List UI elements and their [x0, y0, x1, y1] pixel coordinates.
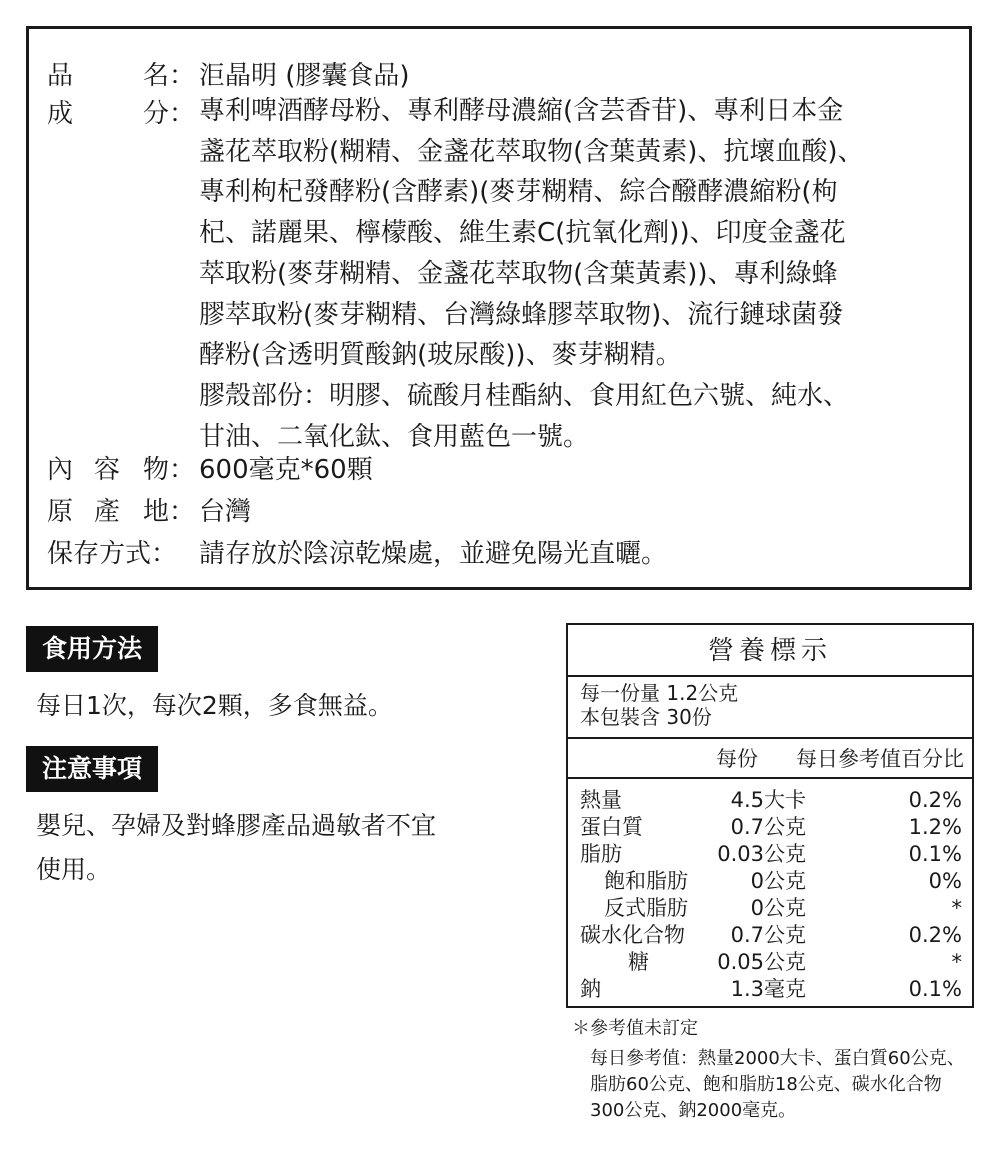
content-value: 600毫克*60顆	[199, 455, 373, 485]
ingredients-line: 萃取粉(麥芽糊精、金盞花萃取物(含葉黃素))、專利綠蜂	[199, 258, 838, 289]
ingredients-line: 盞花萃取粉(糊精、金盞花萃取物(含葉黃素)、抗壞血酸)、	[199, 136, 864, 167]
divider	[568, 675, 972, 677]
ingredients-line: 膠萃取粉(麥芽糊精、台灣綠蜂膠萃取物)、流行鏈球菌發	[199, 299, 844, 330]
caution-heading: 注意事項	[26, 746, 158, 792]
storage-value: 請存放於陰涼乾燥處，並避免陽光直曬。	[199, 539, 668, 569]
usage-text: 每日1次，每次2顆，多食無益。	[36, 691, 393, 720]
caution-line: 使用。	[36, 855, 112, 884]
column-header-daily-value: 每日參考值百分比	[796, 747, 964, 771]
nutrition-title: 營養標示	[707, 636, 832, 666]
nutrient-row-sodium: 鈉 1.3毫克 0.1%	[580, 977, 962, 1001]
daily-value-line: 每日參考值：熱量2000大卡、蛋白質60公克、	[590, 1048, 965, 1069]
nutrient-row-sugar: 糖 0.05公克 *	[628, 950, 962, 974]
servings-per-package: 本包裝含 30份	[580, 705, 712, 729]
name-value: 洰晶明 (膠囊食品)	[199, 61, 410, 91]
daily-value-line: 300公克、鈉2000毫克。	[590, 1100, 797, 1121]
ingredients-text	[199, 91, 959, 457]
footnote-not-established: ＊參考值未訂定	[572, 1018, 698, 1039]
ingredients-line: 專利啤酒酵母粉、專利酵母濃縮(含芸香苷)、專利日本金	[199, 96, 844, 126]
capsule-shell-line: 膠殼部份：明膠、硫酸月桂酯納、食用紅色六號、純水、	[199, 380, 850, 411]
nutrient-row-protein: 蛋白質 0.7公克 1.2%	[580, 815, 962, 839]
ingredients-line: 杞、諾麗果、檸檬酸、維生素C(抗氧化劑))、印度金盞花	[199, 218, 846, 249]
caution-line: 嬰兒、孕婦及對蜂膠產品過敏者不宜	[36, 811, 437, 840]
nutrient-row-saturated-fat: 飽和脂肪 0公克 0%	[604, 869, 962, 893]
nutrient-row-trans-fat: 反式脂肪 0公克 *	[604, 896, 962, 920]
divider	[568, 737, 972, 739]
daily-value-reference	[590, 1046, 965, 1124]
ingredients-line: 酵粉(含透明質酸鈉(玻尿酸))、麥芽糊精。	[199, 340, 682, 371]
daily-value-line: 脂肪60公克、飽和脂肪18公克、碳水化合物	[590, 1074, 942, 1095]
caution-text	[36, 804, 436, 892]
nutrition-facts-table	[566, 623, 974, 1008]
usage-heading: 食用方法	[26, 626, 158, 672]
column-header-per-serving: 每份	[716, 747, 758, 771]
origin-value: 台灣	[199, 497, 252, 527]
ingredients-line: 專利枸杞發酵粉(含酵素)(麥芽糊精、綜合醱酵濃縮粉(枸	[199, 177, 838, 208]
nutrient-row-fat: 脂肪 0.03公克 0.1%	[580, 842, 962, 866]
storage-label: 保存方式：	[47, 539, 178, 569]
capsule-shell-line: 甘油、二氧化鈦、食用藍色一號。	[199, 421, 590, 452]
serving-size: 每一份量 1.2公克	[580, 681, 739, 705]
nutrient-row-energy: 熱量 4.5大卡 0.2%	[580, 788, 962, 812]
nutrient-row-carbohydrate: 碳水化合物 0.7公克 0.2%	[580, 923, 962, 947]
product-spec-box: 品 名： 洰晶明 (膠囊食品) 成 分： 專利啤酒酵母粉、專利酵母濃縮(含芸香苷)、專利日本金 盞花萃取粉(糊精、金盞花萃取物(含葉黃素)、抗壞血酸)、 專利枸杞發酵粉(含酵素)(麥芽糊精、綜合醱酵濃縮粉(枸 杞、諾麗果、檸檬酸、維生素C(抗氧化劑))、印度金盞花 萃取粉(麥芽糊精、金盞花萃取物(含葉黃素))、專利綠蜂 膠萃取粉(麥芽糊精、台灣綠蜂膠萃取物)、流行鏈球菌發 酵粉(含透明質酸鈉(玻尿酸))、麥芽糊精。 膠殼部份：明膠、硫酸月桂酯納、食用紅色六號、純水、 甘油、二氧化鈦、食用藍色一號。 內 容 物： 600毫克*60顆 原 產 地： 台灣 保存方式： 請存放於陰涼乾燥處，並避免陽光直曬。	[26, 26, 972, 590]
divider	[568, 777, 972, 779]
